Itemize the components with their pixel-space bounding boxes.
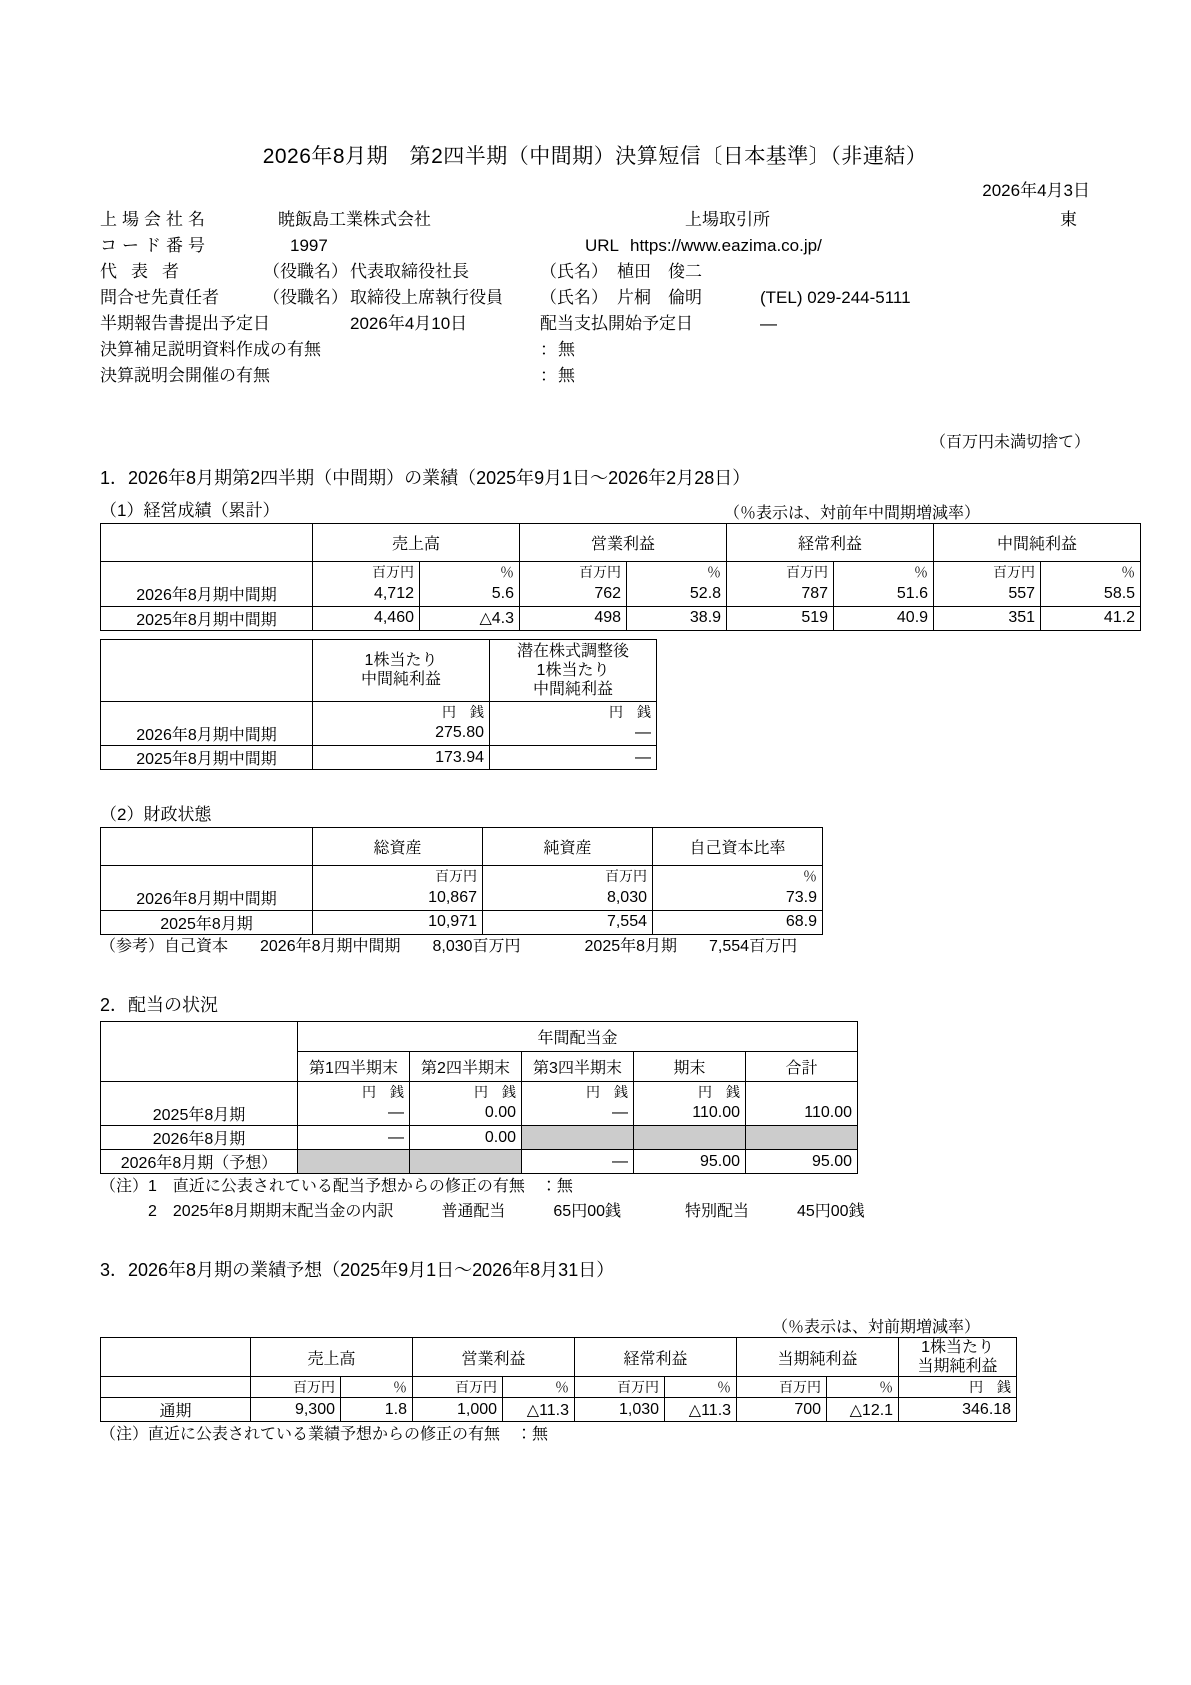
dividend-start-value: — (760, 314, 777, 333)
financial-position-table (100, 827, 823, 935)
cell-forecast-eps: 346.18 (899, 1398, 1017, 1422)
unit-net-money: 百万円 (934, 562, 1041, 583)
row-label-fy2026-interim: 2026年8月期中間期 (101, 722, 313, 746)
report-date-line (100, 311, 1090, 337)
cell-net-value: 351 (934, 606, 1041, 630)
cell-q2-dividend (410, 1150, 522, 1174)
cell-total-dividend: 95.00 (746, 1150, 858, 1174)
cell-q2-dividend: 0.00 (410, 1102, 522, 1126)
representative-line (100, 259, 1090, 285)
column-header-q3-end: 第3四半期末 (522, 1051, 634, 1081)
unit-sales-money: 百万円 (251, 1377, 341, 1398)
column-header-equity-ratio: 自己資本比率 (653, 828, 823, 866)
table-row (101, 582, 1141, 606)
page-title: 2026年8月期 第2四半期（中間期）決算短信〔日本基準〕（非連結） (262, 145, 928, 168)
cell-ord-value: 519 (727, 606, 834, 630)
forecast-eps-line2: 当期純利益 (917, 1358, 998, 1375)
row-label-fy2025: 2025年8月期 (101, 1102, 298, 1126)
column-header-total: 合計 (746, 1051, 858, 1081)
forecast-footnote: （注）直近に公表されている業績予想からの修正の有無 ：無 (100, 1426, 549, 1443)
cell-op-value: 498 (520, 606, 627, 630)
performance-unit-row (101, 562, 1141, 583)
supplement-line (100, 337, 1090, 363)
eps-header-row (101, 639, 657, 701)
column-header-eps (313, 639, 490, 701)
column-header-sales: 売上高 (251, 1338, 413, 1377)
financial-position-header-row (101, 828, 823, 866)
cell-op-pct: 52.8 (627, 582, 727, 606)
column-header-sales: 売上高 (313, 524, 520, 562)
cell-year-end-dividend (634, 1126, 746, 1150)
dividend-group-header-row (101, 1021, 858, 1051)
dividend-unit-blank (101, 1081, 298, 1102)
column-header-operating-profit: 営業利益 (520, 524, 727, 562)
briefing-value: 無 (558, 366, 575, 385)
column-header-interim-net-income: 中間純利益 (934, 524, 1141, 562)
cell-total-assets: 10,867 (313, 886, 483, 910)
forecast-unit-row (101, 1377, 1017, 1398)
performance-corner-cell (101, 524, 313, 562)
dividend-unit-row (101, 1081, 858, 1102)
cell-sales-value: 4,460 (313, 606, 420, 630)
column-header-net-assets: 純資産 (483, 828, 653, 866)
unit-diluted-eps: 円 銭 (490, 701, 657, 722)
forecast-table (100, 1337, 1017, 1422)
supplement-separator: ： (540, 340, 557, 359)
unit-total (746, 1081, 858, 1102)
cell-net-assets: 7,554 (483, 910, 653, 934)
column-header-q2-end: 第2四半期末 (410, 1051, 522, 1081)
row-label-fy2026-forecast: 2026年8月期（予想） (101, 1150, 298, 1174)
section1-title: 1．2026年8月期第2四半期（中間期）の業績（2025年9月1日〜2026年2月28日） (100, 468, 751, 488)
performance-table (100, 523, 1141, 631)
column-header-ordinary-profit: 経常利益 (575, 1338, 737, 1377)
eps-header-line2: 中間純利益 (360, 671, 441, 688)
column-header-q1-end: 第1四半期末 (298, 1051, 410, 1081)
cell-total-dividend: 110.00 (746, 1102, 858, 1126)
row-label-fy2026-interim: 2026年8月期中間期 (101, 582, 313, 606)
section1-perf-note: （％表示は、対前年中間期増減率） (723, 505, 980, 522)
unit-ord-money: 百万円 (727, 562, 834, 583)
cell-total-dividend (746, 1126, 858, 1150)
row-label-fy2025-interim: 2025年8月期中間期 (101, 606, 313, 630)
briefing-line (100, 363, 1090, 389)
equity-reference-note: （参考）自己資本 2026年8月期中間期 8,030百万円 2025年8月期 7,554百万円 (100, 937, 798, 955)
financial-unit-blank (101, 866, 313, 887)
cell-total-assets: 10,971 (313, 910, 483, 934)
cell-op-pct: 38.9 (627, 606, 727, 630)
contact-name: 片桐 倫明 (617, 288, 702, 307)
cell-diluted-eps-value: — (490, 746, 657, 770)
section3-note: （％表示は、対前期増減率） (771, 1319, 980, 1336)
column-header-total-assets: 総資産 (313, 828, 483, 866)
eps-header-line1: 1株当たり (364, 652, 438, 669)
forecast-header-row (101, 1338, 1017, 1377)
eps-unit-row (101, 701, 657, 722)
cell-sales-value: 4,712 (313, 582, 420, 606)
cell-q1-dividend (298, 1150, 410, 1174)
cell-ord-pct: 51.6 (834, 582, 934, 606)
cell-net-pct: 41.2 (1041, 606, 1141, 630)
forecast-eps-line1: 1株当たり (921, 1339, 995, 1356)
unit-q2: 円 銭 (410, 1081, 522, 1102)
dividend-corner-cell (101, 1021, 298, 1081)
representative-title: 代表取締役社長 (350, 262, 469, 281)
release-date: 2026年4月3日 (982, 181, 1090, 200)
unit-total-assets: 百万円 (313, 866, 483, 887)
cell-equity-ratio: 68.9 (653, 910, 823, 934)
cell-year-end-dividend: 95.00 (634, 1150, 746, 1174)
cell-ord-pct: △11.3 (665, 1398, 737, 1422)
row-label-fy2026: 2026年8月期 (101, 1126, 298, 1150)
url-value[interactable]: https://www.eazima.co.jp/ (630, 236, 822, 255)
unit-ord-pct: ％ (665, 1377, 737, 1398)
eps-table (100, 639, 657, 771)
unit-op-money: 百万円 (520, 562, 627, 583)
cell-op-value: 1,000 (413, 1398, 503, 1422)
cell-sales-pct: △4.3 (420, 606, 520, 630)
unit-sales-pct: ％ (341, 1377, 413, 1398)
cell-diluted-eps-value: — (490, 722, 657, 746)
table-row (101, 606, 1141, 630)
cell-q3-dividend (522, 1126, 634, 1150)
unit-net-pct: ％ (1041, 562, 1141, 583)
cell-q3-dividend: — (522, 1150, 634, 1174)
cell-ord-value: 1,030 (575, 1398, 665, 1422)
cell-sales-pct: 1.8 (341, 1398, 413, 1422)
contact-line (100, 285, 1090, 311)
table-row (101, 722, 657, 746)
forecast-corner-cell (101, 1338, 251, 1377)
code-value: 1997 (290, 236, 328, 255)
exchange-value: 東 (1060, 210, 1077, 229)
performance-unit-blank (101, 562, 313, 583)
table-row (101, 1398, 1017, 1422)
contact-title-label: （役職名） (263, 288, 348, 307)
financial-position-corner-cell (101, 828, 313, 866)
column-header-year-end: 期末 (634, 1051, 746, 1081)
code-label: コード番号 (100, 236, 210, 255)
unit-forecast-eps: 円 銭 (899, 1377, 1017, 1398)
rounding-note: （百万円未満切捨て） (929, 434, 1090, 451)
unit-ord-pct: ％ (834, 562, 934, 583)
cell-net-value: 557 (934, 582, 1041, 606)
contact-title: 取締役上席執行役員 (350, 288, 503, 307)
cell-q2-dividend: 0.00 (410, 1126, 522, 1150)
table-row (101, 1102, 858, 1126)
contact-label: 問合せ先責任者 (100, 288, 219, 307)
cell-net-assets: 8,030 (483, 886, 653, 910)
cell-op-pct: △11.3 (503, 1398, 575, 1422)
table-row (101, 910, 823, 934)
unit-eps: 円 銭 (313, 701, 490, 722)
cell-eps-value: 275.80 (313, 722, 490, 746)
cell-sales-value: 9,300 (251, 1398, 341, 1422)
financial-position-unit-row (101, 866, 823, 887)
company-line (100, 207, 1090, 233)
diluted-header-line3: 中間純利益 (532, 680, 613, 698)
dividend-start-label: 配当支払開始予定日 (540, 314, 693, 333)
cell-net-pct: 58.5 (1041, 582, 1141, 606)
cell-sales-pct: 5.6 (420, 582, 520, 606)
unit-net-pct: ％ (827, 1377, 899, 1398)
section3-title: 3．2026年8月期の業績予想（2025年9月1日〜2026年8月31日） (100, 1260, 615, 1280)
column-header-ordinary-profit: 経常利益 (727, 524, 934, 562)
unit-op-pct: ％ (627, 562, 727, 583)
row-label-fy2025-interim: 2025年8月期中間期 (101, 746, 313, 770)
cell-eps-value: 173.94 (313, 746, 490, 770)
report-date-label: 半期報告書提出予定日 (100, 314, 270, 333)
cell-q3-dividend: — (522, 1102, 634, 1126)
supplement-label: 決算補足説明資料作成の有無 (100, 340, 321, 359)
representative-title-label: （役職名） (263, 262, 348, 281)
section1-perf-subtitle: （1）経営成績（累計） (100, 501, 280, 520)
column-header-annual-dividend: 年間配当金 (298, 1021, 858, 1051)
section1-fin-subtitle: （2）財政状態 (100, 805, 212, 824)
cell-net-pct: △12.1 (827, 1398, 899, 1422)
table-row (101, 1150, 858, 1174)
report-date-value: 2026年4月10日 (350, 314, 468, 333)
url-label: URL (585, 236, 620, 255)
unit-q1: 円 銭 (298, 1081, 410, 1102)
cell-q1-dividend: — (298, 1126, 410, 1150)
unit-sales-pct: ％ (420, 562, 520, 583)
section2-title: 2．配当の状況 (100, 994, 219, 1015)
eps-unit-blank (101, 701, 313, 722)
contact-name-label: （氏名） (540, 288, 608, 307)
diluted-header-line2: 1株当たり (536, 661, 610, 679)
cell-net-value: 700 (737, 1398, 827, 1422)
forecast-unit-blank (101, 1377, 251, 1398)
column-header-operating-profit: 営業利益 (413, 1338, 575, 1377)
table-row (101, 886, 823, 910)
eps-corner-cell (101, 639, 313, 701)
cell-q1-dividend: — (298, 1102, 410, 1126)
cell-op-value: 762 (520, 582, 627, 606)
unit-op-pct: ％ (503, 1377, 575, 1398)
unit-sales-money: 百万円 (313, 562, 420, 583)
cell-equity-ratio: 73.9 (653, 886, 823, 910)
column-header-net-income: 当期純利益 (737, 1338, 899, 1377)
briefing-label: 決算説明会開催の有無 (100, 366, 270, 385)
row-label-fy2025: 2025年8月期 (101, 910, 313, 934)
cell-year-end-dividend: 110.00 (634, 1102, 746, 1126)
code-line (100, 233, 1090, 259)
dividend-table (100, 1021, 858, 1175)
unit-year-end: 円 銭 (634, 1081, 746, 1102)
exchange-label: 上場取引所 (685, 210, 770, 229)
unit-net-money: 百万円 (737, 1377, 827, 1398)
document-body (100, 140, 1136, 1447)
unit-op-money: 百万円 (413, 1377, 503, 1398)
column-header-diluted-eps (490, 639, 657, 701)
cell-ord-value: 787 (727, 582, 834, 606)
dividend-note-2: 2 2025年8月期期末配当金の内訳 普通配当 65円00銭 特別配当 45円00銭 (100, 1203, 865, 1220)
performance-header-row (101, 524, 1141, 562)
dividend-note-1: （注）1 直近に公表されている配当予想からの修正の有無 ：無 (100, 1178, 573, 1195)
representative-name-label: （氏名） (540, 262, 608, 281)
company-name: 暁飯島工業株式会社 (278, 210, 431, 229)
column-header-eps (899, 1338, 1017, 1377)
supplement-value: 無 (558, 340, 575, 359)
diluted-header-line1: 潜在株式調整後 (516, 642, 629, 660)
representative-label: 代表者 (100, 262, 193, 281)
unit-equity-ratio: ％ (653, 866, 823, 887)
unit-ord-money: 百万円 (575, 1377, 665, 1398)
representative-name: 植田 俊二 (617, 262, 702, 281)
row-label-fy2026-interim: 2026年8月期中間期 (101, 886, 313, 910)
unit-net-assets: 百万円 (483, 866, 653, 887)
contact-tel: (TEL) 029-244-5111 (760, 288, 911, 307)
company-label: 上場会社名 (100, 210, 210, 229)
table-row (101, 1126, 858, 1150)
briefing-separator: ： (540, 366, 557, 385)
cell-ord-pct: 40.9 (834, 606, 934, 630)
row-label-full-year: 通期 (101, 1398, 251, 1422)
unit-q3: 円 銭 (522, 1081, 634, 1102)
table-row (101, 746, 657, 770)
